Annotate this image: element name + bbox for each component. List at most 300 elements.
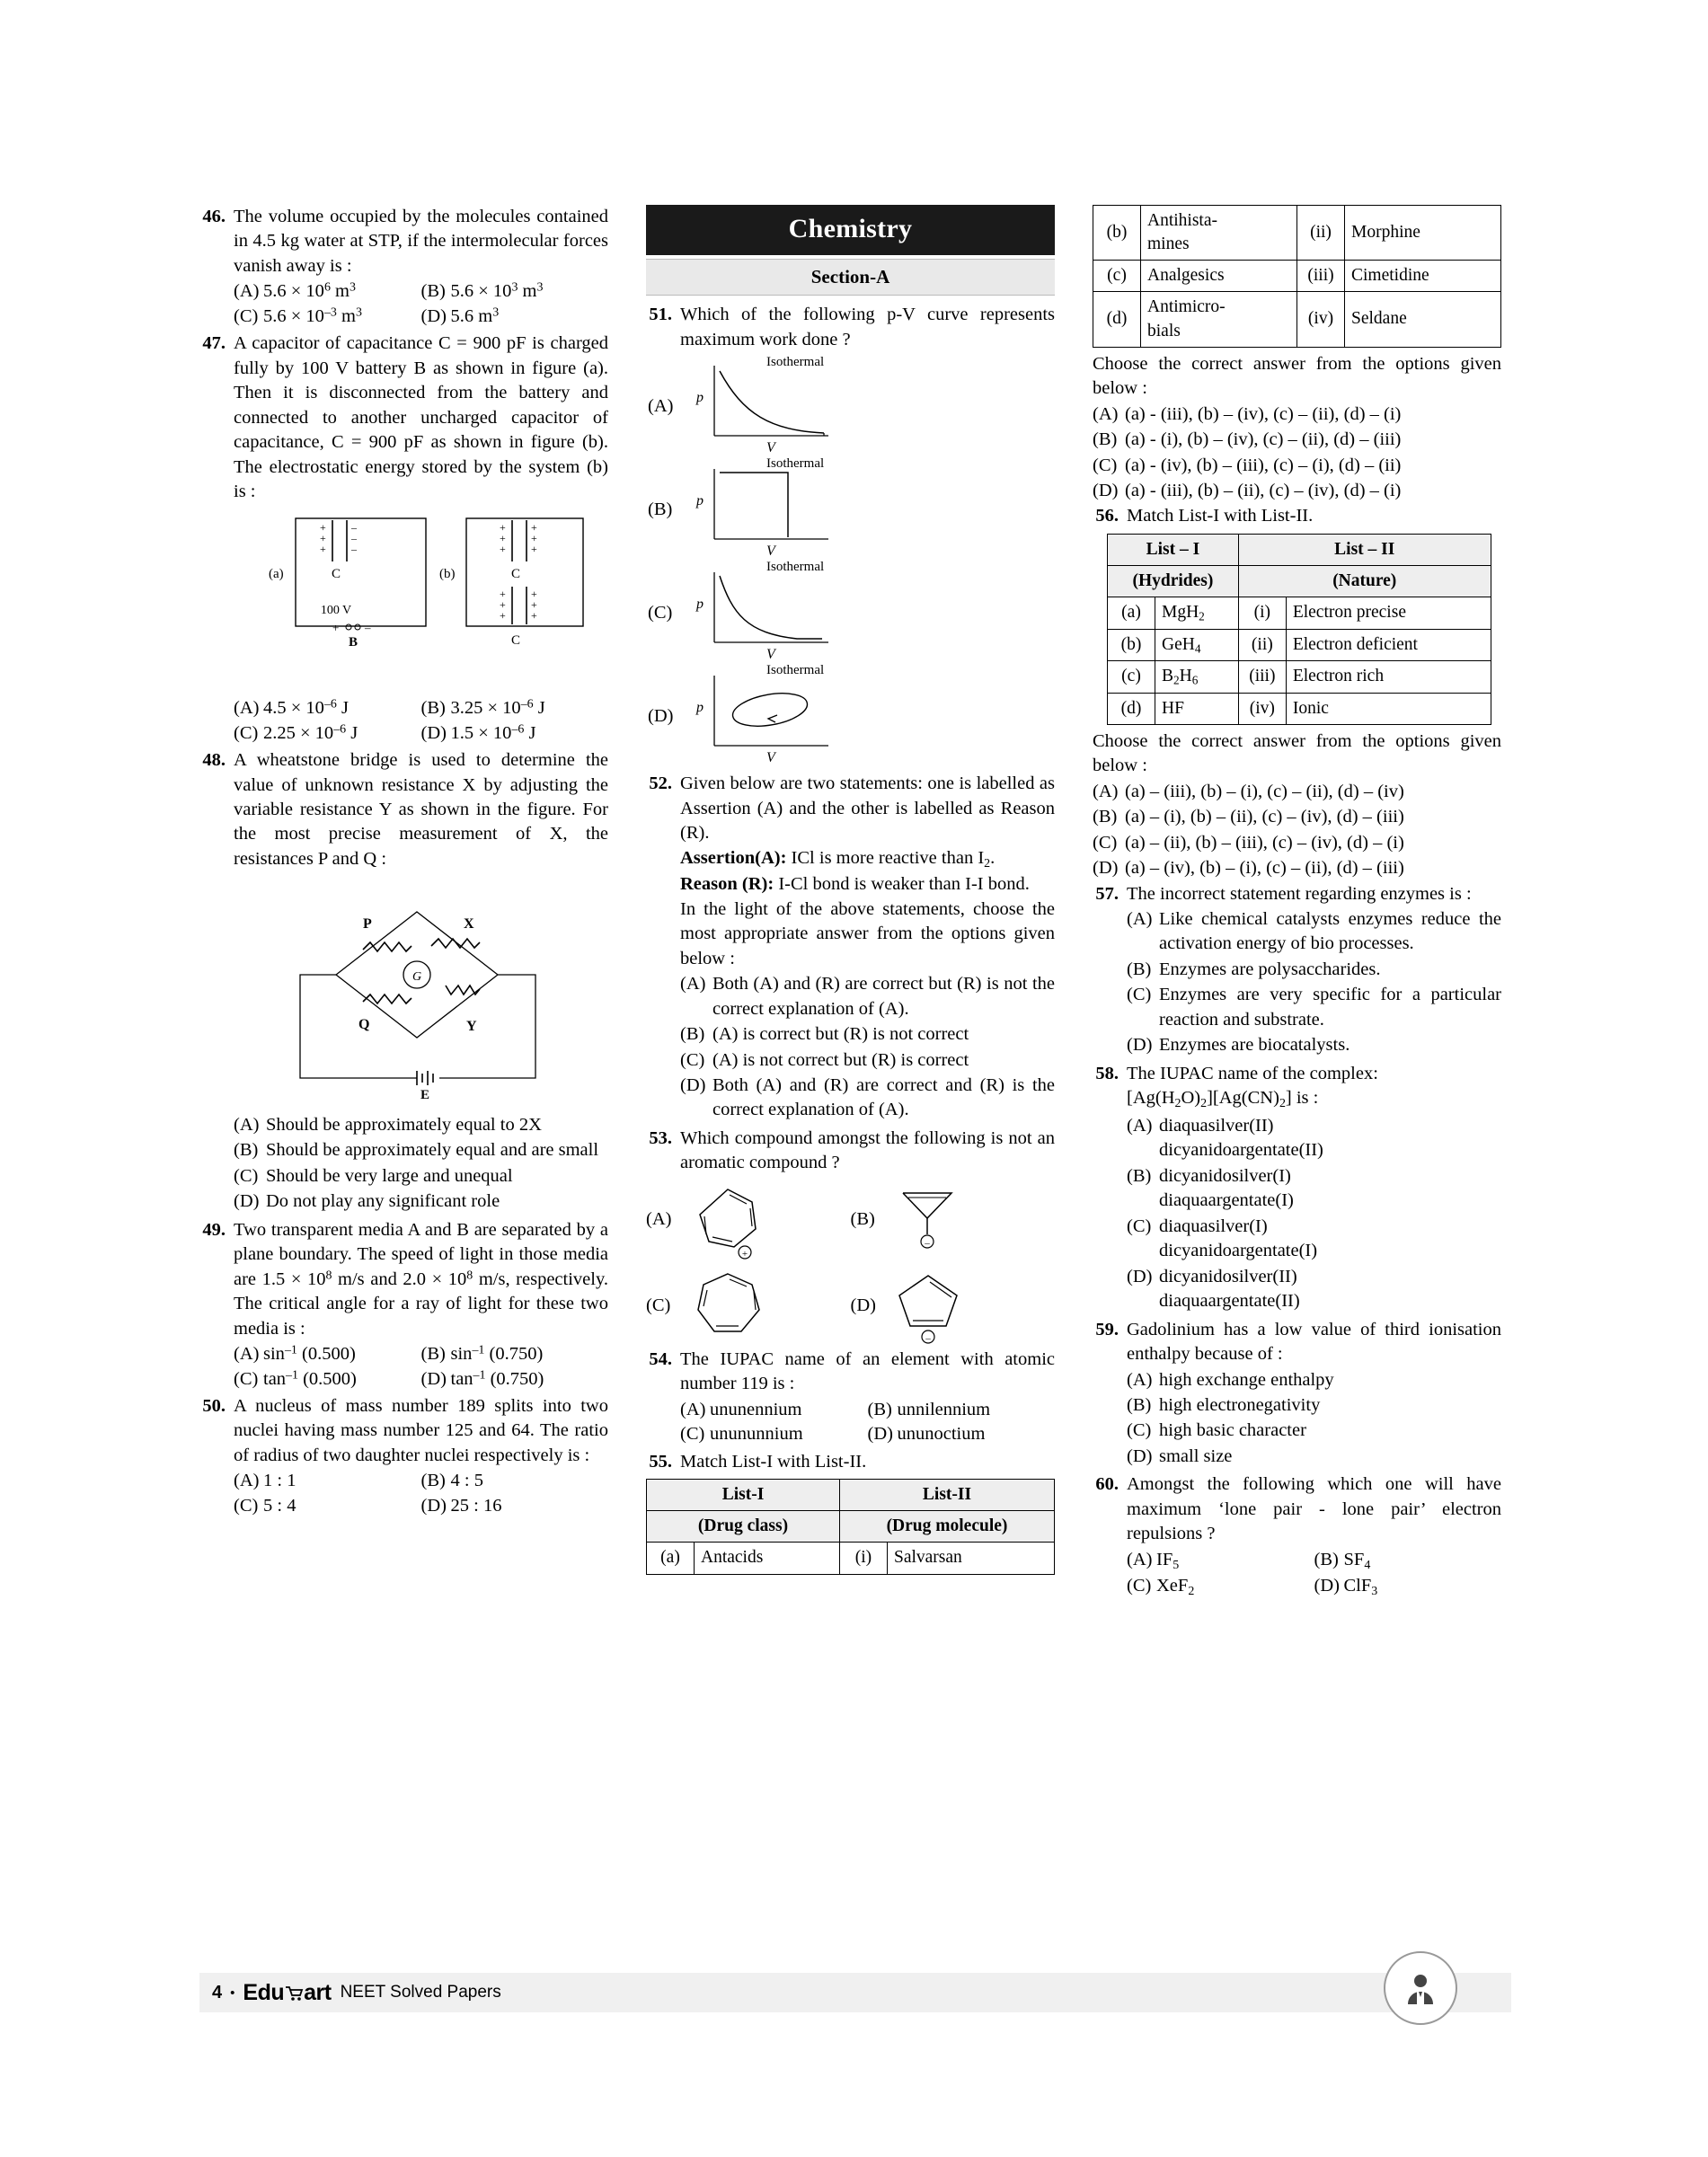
option-text: ununennium: [710, 1399, 802, 1419]
svg-text:+: +: [319, 531, 326, 544]
option-d[interactable]: [234, 1189, 608, 1214]
option-label: (A): [1127, 1549, 1153, 1569]
question-60: [1093, 1472, 1501, 1601]
option-label: (A): [234, 281, 260, 302]
row-right: Seldane: [1345, 292, 1501, 347]
options-46: [234, 279, 608, 329]
option-c[interactable]: [1093, 454, 1501, 478]
table-subheader-nature: (Nature): [1238, 566, 1491, 597]
axis-label-v: V: [766, 440, 775, 456]
options-56: [1093, 780, 1501, 881]
svg-text:–: –: [350, 531, 357, 544]
brand-logo: Edu art: [243, 1979, 332, 2005]
option-b[interactable]: [868, 1398, 1056, 1422]
svg-text:Q: Q: [358, 1017, 369, 1033]
option-a[interactable]: [1127, 1368, 1501, 1392]
avatar-badge: [1384, 1951, 1457, 2025]
svg-text:C: C: [510, 566, 520, 581]
row-right: Electron rich: [1286, 661, 1491, 693]
reason-text: I-Cl bond is weaker than I-I bond.: [778, 874, 1030, 895]
question-51: [646, 303, 1055, 352]
svg-text:100 V: 100 V: [320, 603, 351, 617]
option-d[interactable]: [421, 1494, 609, 1518]
option-c[interactable]: [1127, 1574, 1314, 1601]
option-text: $5.6 \times 10^6$ $m^3$: [263, 281, 356, 302]
row-left: HF: [1155, 693, 1239, 724]
question-58: [1093, 1062, 1501, 1315]
option-a[interactable]: [1093, 402, 1501, 427]
svg-text:P: P: [362, 916, 372, 933]
person-icon: [1399, 1967, 1442, 2010]
svg-text:+: +: [499, 542, 506, 555]
svg-text:+: +: [530, 542, 537, 555]
option-d[interactable]: [1127, 1445, 1501, 1469]
option-text: ClF$_3$: [1343, 1576, 1378, 1599]
row-left: MgH$_2$: [1155, 597, 1239, 629]
option-text: $IF_5$: [1156, 1549, 1180, 1572]
row-num: (i): [839, 1543, 887, 1574]
row-key: (a): [1108, 597, 1155, 629]
option-label: (B): [420, 1344, 446, 1365]
question-text: Two transparent media A and B are separated by a plane boundary. The speed of light in those media are $1.5 \times 10^8$ m/s and $2.0 \times 10^8$ m/s, respectively. The critical angle for a ray of light for these two media is :: [234, 1219, 608, 1339]
option-a[interactable]: [234, 1113, 608, 1137]
option-label: (A): [680, 1399, 706, 1419]
row-right: Morphine: [1345, 206, 1501, 261]
option-text: (a) - (i), (b) – (iv), (c) – (ii), (d) – (iii): [1125, 429, 1402, 450]
option-label: (D): [420, 1368, 447, 1389]
option-d[interactable]: [421, 721, 609, 746]
option-b[interactable]: [421, 279, 609, 304]
options-47: [234, 696, 608, 746]
option-label: (C): [1093, 832, 1118, 853]
column-left: [199, 205, 608, 1957]
question-text: Amongst the following which one will have maximum ‘lone pair - lone pair’ electron repulsions ?: [1127, 1474, 1501, 1544]
axis-label-v: V: [766, 750, 775, 766]
option-text: 5.6 $m^3$: [450, 305, 500, 326]
question-text: Match List-I with List-II.: [1127, 506, 1314, 526]
subject-banner: Chemistry: [646, 205, 1055, 255]
axis-label-p: p: [696, 597, 704, 613]
instruction-56: Choose the correct answer from the options given below :: [1093, 730, 1501, 776]
question-text: Gadolinium has a low value of third ionisation enthalpy because of :: [1127, 1319, 1501, 1365]
svg-text:–: –: [350, 542, 357, 555]
option-c[interactable]: [1127, 983, 1501, 1032]
option-a[interactable]: [680, 972, 1055, 1021]
option-c[interactable]: [234, 721, 421, 746]
option-label: (D): [420, 722, 447, 743]
option-label: (A): [234, 1344, 260, 1365]
wheatstone-bridge-figure: [234, 876, 608, 1108]
option-text: diaquasilver(II) dicyanidoargentate(II): [1159, 1115, 1323, 1161]
option-text: dicyanidosilver(I) diaquaargentate(I): [1159, 1165, 1294, 1211]
option-b-label[interactable]: (B): [850, 1209, 875, 1230]
option-c[interactable]: [234, 1367, 421, 1392]
option-text: Should be very large and unequal: [266, 1165, 513, 1186]
row-key: (b): [1093, 206, 1141, 261]
option-a[interactable]: [234, 279, 421, 304]
svg-text:+: +: [499, 597, 506, 611]
match-table-56: [1107, 534, 1491, 725]
question-48: [199, 748, 608, 1216]
option-text: Should be approximately equal to 2X: [266, 1114, 542, 1135]
options-58: [1127, 1114, 1501, 1314]
option-label: (C): [1093, 455, 1118, 475]
cart-icon: [284, 1984, 304, 2003]
options-60: [1127, 1548, 1501, 1601]
option-text: Enzymes are biocatalysts.: [1159, 1035, 1350, 1056]
option-text: $5.6 \times 10^3$ $m^3$: [450, 281, 544, 302]
option-text: ununoctium: [897, 1424, 986, 1445]
option-label: (A): [1127, 1115, 1153, 1136]
footer-subtitle: NEET Solved Papers: [340, 1983, 501, 2002]
option-b[interactable]: [1093, 428, 1501, 452]
svg-text:+: +: [530, 587, 537, 600]
option-text: XeF$_2$: [1156, 1576, 1195, 1599]
option-c[interactable]: [680, 1048, 1055, 1073]
option-c[interactable]: [234, 305, 421, 329]
option-a[interactable]: [234, 696, 421, 720]
match-table-55-part2: [1093, 205, 1501, 348]
option-a[interactable]: [234, 1342, 421, 1366]
question-number: 51.: [649, 305, 672, 325]
option-b[interactable]: [680, 1022, 1055, 1047]
option-text: small size: [1159, 1445, 1233, 1466]
svg-text:+: +: [530, 520, 537, 534]
option-d[interactable]: [421, 305, 609, 329]
svg-text:+: +: [319, 520, 326, 534]
row-num: (iii): [1238, 661, 1286, 693]
question-text: A wheatstone bridge is used to determine the value of unknown resistance X by adjusting the variable resistance Y as shown in the figure. For the most precise measurement of X, the resistances P and Q :: [234, 750, 608, 869]
option-label: (A): [234, 1471, 260, 1491]
option-b[interactable]: [421, 1342, 609, 1366]
option-d[interactable]: [1093, 479, 1501, 503]
question-number: 55.: [649, 1451, 672, 1472]
option-text: $1.5 \times 10^{-6}$ J: [450, 722, 536, 743]
option-text: 1 : 1: [263, 1471, 296, 1491]
question-number: 59.: [1095, 1319, 1119, 1339]
row-num: (iii): [1297, 261, 1345, 292]
pv-curves-figure: [648, 355, 1055, 768]
question-59: [1093, 1318, 1501, 1471]
option-text: (a) – (iii), (b) – (i), (c) – (ii), (d) – (iv): [1125, 781, 1404, 801]
table-subheader-drug-molecule: (Drug molecule): [839, 1511, 1054, 1543]
question-text: Given below are two statements: one is labelled as Assertion (A) and the other is labelled as Reason (R).: [680, 774, 1055, 844]
option-a-label[interactable]: (A): [648, 396, 674, 417]
question-47: [199, 332, 608, 746]
svg-text:+: +: [332, 620, 339, 634]
svg-text:+: +: [530, 608, 537, 622]
option-a-label[interactable]: (A): [646, 1209, 672, 1230]
question-number: 60.: [1095, 1474, 1119, 1495]
option-b[interactable]: [1127, 1164, 1501, 1214]
aromatic-structures-figure: [646, 1179, 1055, 1348]
option-text: Like chemical catalysts enzymes reduce the activation energy of bio processes.: [1159, 908, 1501, 954]
row-num: (iv): [1238, 693, 1286, 724]
row-right: Cimetidine: [1345, 261, 1501, 292]
option-c-label[interactable]: (C): [648, 603, 673, 623]
option-label: (C): [1127, 1576, 1152, 1596]
option-label: (A): [1093, 403, 1119, 424]
option-c[interactable]: [234, 1164, 608, 1189]
instruction-text: In the light of the above statements, choose the most appropriate answer from the options given below :: [680, 898, 1055, 968]
table-row: [1108, 597, 1491, 629]
option-label: (B): [1127, 1165, 1152, 1186]
option-d[interactable]: [1093, 856, 1501, 880]
options-50: [234, 1469, 608, 1518]
question-number: 57.: [1095, 883, 1119, 904]
option-text: $\sin^{-1} (0.500)$: [263, 1343, 356, 1365]
option-text: 4 : 5: [450, 1471, 483, 1491]
question-number: 47.: [202, 333, 226, 354]
option-label: (D): [867, 1424, 893, 1445]
row-key: (a): [647, 1543, 695, 1574]
option-label: (B): [1314, 1549, 1339, 1569]
question-text: Which compound amongst the following is not an aromatic compound ?: [680, 1127, 1055, 1173]
option-text: (a) - (iii), (b) – (iv), (c) – (ii), (d) – (i): [1125, 403, 1402, 424]
option-label: (D): [1314, 1576, 1340, 1596]
option-b[interactable]: [1127, 958, 1501, 982]
option-a[interactable]: [1127, 907, 1501, 957]
capacitor-figure: [234, 509, 608, 692]
question-53: [646, 1127, 1055, 1176]
question-56: [1093, 504, 1501, 528]
row-num: (ii): [1238, 629, 1286, 660]
option-label: (C): [234, 1495, 259, 1516]
question-number: 56.: [1095, 506, 1119, 526]
option-label: (B): [1127, 959, 1152, 979]
svg-text:+: +: [741, 1248, 748, 1260]
option-d-label[interactable]: (D): [648, 706, 674, 727]
option-a[interactable]: [1127, 1548, 1314, 1575]
option-text: $2.25 \times 10^{-6}$ J: [263, 722, 358, 743]
question-number: 58.: [1095, 1063, 1119, 1083]
row-num: (ii): [1297, 206, 1345, 261]
option-text: (a) - (iii), (b) – (ii), (c) – (iv), (d) – (i): [1125, 480, 1402, 500]
svg-text:–: –: [924, 1237, 930, 1249]
option-label: (D): [680, 1074, 706, 1095]
question-text: The IUPAC name of an element with atomic number 119 is :: [680, 1348, 1055, 1394]
option-label: (C): [680, 1049, 705, 1070]
option-label: (D): [1127, 1035, 1153, 1056]
options-55: [1093, 402, 1501, 504]
axis-label-v: V: [766, 647, 775, 663]
option-c[interactable]: [1127, 1215, 1501, 1264]
option-b[interactable]: [1127, 1393, 1501, 1418]
row-key: (c): [1093, 261, 1141, 292]
option-b[interactable]: [1314, 1548, 1502, 1575]
row-num: (iv): [1297, 292, 1345, 347]
option-label: (A): [680, 974, 706, 995]
question-number: 54.: [649, 1348, 672, 1369]
option-text: $4.5 \times 10^{-6}$ J: [263, 697, 349, 719]
question-46: [199, 205, 608, 329]
option-d[interactable]: [868, 1422, 1056, 1446]
option-text: dicyanidosilver(II) diaquaargentate(II): [1159, 1266, 1300, 1312]
page-content: [199, 205, 1511, 1957]
option-label: (A): [234, 1114, 260, 1135]
column-middle: [646, 205, 1055, 1957]
options-57: [1127, 907, 1501, 1058]
option-text: (a) – (i), (b) – (ii), (c) – (iv), (d) – (iii): [1125, 807, 1404, 827]
option-text: unnilennium: [897, 1399, 991, 1419]
row-right: Ionic: [1286, 693, 1491, 724]
axis-label-p: p: [696, 700, 704, 716]
option-label: (C): [680, 1424, 705, 1445]
option-text: Enzymes are very specific for a particular reaction and substrate.: [1159, 985, 1501, 1030]
table-subheader-drug-class: (Drug class): [647, 1511, 840, 1543]
option-text: Both (A) and (R) are correct and (R) is the correct explanation of (A).: [712, 1074, 1055, 1120]
reason-label: Reason (R):: [680, 874, 774, 895]
svg-text:+: +: [499, 608, 506, 622]
option-text: high basic character: [1159, 1420, 1306, 1441]
option-label: (C): [234, 1165, 259, 1186]
svg-text:Y: Y: [465, 1019, 477, 1035]
option-a[interactable]: [1093, 780, 1501, 804]
row-left: Antimicro- bials: [1141, 292, 1297, 347]
option-a[interactable]: [234, 1469, 421, 1493]
option-c-label[interactable]: (C): [646, 1295, 671, 1316]
options-52: [680, 972, 1055, 1123]
table-header-list-ii: List-II: [839, 1480, 1054, 1511]
option-text: Enzymes are polysaccharides.: [1159, 959, 1381, 979]
table-header-list-ii: List – II: [1238, 534, 1491, 565]
table-row: [1108, 629, 1491, 660]
curve-label: Isothermal: [766, 665, 825, 678]
svg-text:–: –: [364, 620, 370, 634]
option-label: (D): [234, 1191, 260, 1212]
option-label: (B): [1093, 429, 1118, 450]
question-number: 49.: [202, 1219, 226, 1240]
curve-label: Isothermal: [766, 561, 825, 575]
axis-label-p: p: [696, 390, 704, 406]
question-text: The incorrect statement regarding enzymes is :: [1127, 883, 1472, 904]
assertion-text: ICl is more reactive than $I_2$.: [791, 847, 996, 871]
row-left: GeH$_4$: [1155, 629, 1239, 660]
option-c[interactable]: [1093, 831, 1501, 855]
option-text: $3.25 \times 10^{-6}$ J: [450, 697, 545, 719]
axis-label-p: p: [696, 493, 704, 509]
table-row: [1093, 292, 1501, 347]
option-text: (a) – (iv), (b) – (i), (c) – (ii), (d) – (iii): [1125, 858, 1404, 879]
option-b[interactable]: [421, 696, 609, 720]
page-number: 4: [212, 1982, 223, 2002]
option-label: (A): [234, 698, 260, 719]
svg-text:(b): (b): [438, 566, 455, 581]
question-text: Match List-I with List-II.: [680, 1451, 867, 1472]
option-text: high electronegativity: [1159, 1394, 1321, 1415]
option-text: (A) is not correct but (R) is correct: [712, 1049, 969, 1070]
option-text: (a) – (ii), (b) – (iii), (c) – (iv), (d) – (i): [1125, 832, 1404, 853]
option-b[interactable]: [421, 1469, 609, 1493]
instruction-55: Choose the correct answer from the options given below :: [1093, 353, 1501, 399]
table-header-list-i: List-I: [647, 1480, 840, 1511]
option-label: (D): [1127, 1266, 1153, 1286]
table-row: [647, 1543, 1055, 1574]
option-b[interactable]: [234, 1138, 608, 1162]
option-b-label[interactable]: (B): [648, 499, 673, 520]
option-label: (B): [234, 1140, 259, 1161]
svg-text:(a): (a): [268, 566, 284, 581]
option-d-label[interactable]: (D): [850, 1295, 876, 1316]
option-label: (B): [420, 281, 446, 302]
row-key: (d): [1108, 693, 1155, 724]
option-label: (C): [1127, 1216, 1152, 1236]
svg-text:C: C: [510, 632, 520, 648]
option-c[interactable]: [234, 1494, 421, 1518]
option-label: (D): [420, 1495, 447, 1516]
question-text: A nucleus of mass number 189 splits into two nuclei having mass number 125 and 64. The ratio of radius of two daughter nuclei respectively is :: [234, 1396, 608, 1465]
option-d[interactable]: [421, 1367, 609, 1392]
svg-text:X: X: [463, 916, 474, 933]
option-d[interactable]: [680, 1074, 1055, 1123]
row-right: Electron precise: [1286, 597, 1491, 629]
option-label: (C): [234, 1368, 259, 1389]
option-label: (B): [420, 1471, 446, 1491]
svg-text:B: B: [348, 634, 358, 650]
svg-text:+: +: [319, 542, 326, 555]
option-label: (C): [234, 305, 259, 326]
svg-text:–: –: [350, 520, 357, 534]
column-right: [1093, 205, 1501, 1957]
reason-line: [680, 872, 1055, 897]
svg-text:+: +: [499, 520, 506, 534]
option-label: (B): [680, 1024, 705, 1045]
svg-text:–: –: [925, 1332, 931, 1344]
assertion-line: [680, 846, 1055, 873]
option-a[interactable]: [680, 1398, 868, 1422]
option-d[interactable]: [1127, 1033, 1501, 1057]
row-left: Analgesics: [1141, 261, 1297, 292]
option-label: (B): [1093, 807, 1118, 827]
table-row: [1093, 206, 1501, 261]
row-left: Antihista- mines: [1141, 206, 1297, 261]
question-text: A capacitor of capacitance C = 900 pF is charged fully by 100 V battery B as shown in figure (a). Then it is disconnected from the battery and connected to another uncharged capacitor of capacitance, C = 900 pF as shown in figure (b). The electrostatic energy stored by the system (b) is :: [234, 333, 608, 502]
options-59: [1127, 1368, 1501, 1470]
svg-text:E: E: [420, 1088, 429, 1101]
question-number: 50.: [202, 1396, 226, 1416]
svg-text:+: +: [499, 531, 506, 544]
option-a[interactable]: [1127, 1114, 1501, 1163]
svg-text:C: C: [331, 566, 341, 581]
question-57: [1093, 882, 1501, 1059]
option-c[interactable]: [1127, 1419, 1501, 1443]
question-50: [199, 1394, 608, 1518]
option-text: $5.6 \times 10^{-3}$ $m^3$: [263, 305, 362, 326]
option-d[interactable]: [1314, 1574, 1502, 1601]
question-number: 52.: [649, 774, 672, 794]
option-label: (C): [1127, 985, 1152, 1005]
row-left: $B_2H_6$: [1155, 661, 1239, 693]
option-text: Should be approximately equal and are small: [266, 1140, 599, 1161]
question-text: Which of the following p-V curve represents maximum work done ?: [680, 305, 1055, 349]
footer-separator: •: [230, 1985, 235, 2001]
option-label: (D): [1093, 480, 1119, 500]
table-row: [1108, 661, 1491, 693]
option-text: 25 : 16: [450, 1495, 502, 1516]
options-49: [234, 1342, 608, 1392]
option-c[interactable]: [680, 1422, 868, 1446]
question-number: 48.: [202, 750, 226, 771]
row-left: Antacids: [695, 1543, 840, 1574]
option-b[interactable]: [1093, 805, 1501, 829]
option-d[interactable]: [1127, 1265, 1501, 1314]
section-header: Section-A: [646, 259, 1055, 296]
curve-label: Isothermal: [766, 458, 825, 472]
option-text: Both (A) and (R) are correct but (R) is not the correct explanation of (A).: [712, 974, 1055, 1019]
row-right: Electron deficient: [1286, 629, 1491, 660]
question-55: [646, 1450, 1055, 1474]
option-text: (a) - (iv), (b) – (iii), (c) – (i), (d) – (ii): [1125, 455, 1402, 475]
